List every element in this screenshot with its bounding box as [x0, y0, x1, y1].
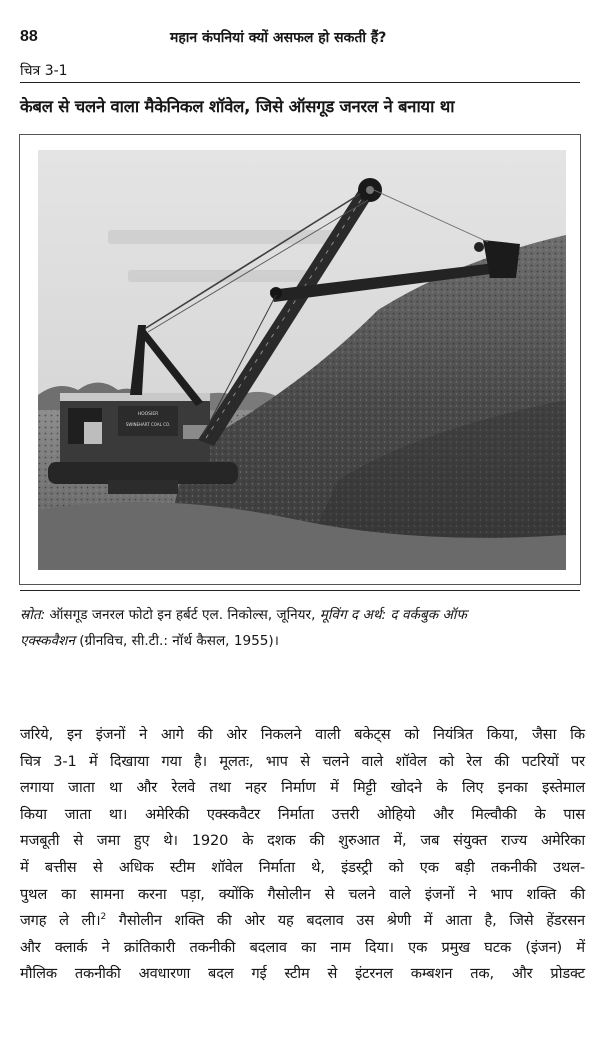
source-prefix: स्रोत: — [20, 607, 46, 623]
figure-title: केबल से चलने वाला मैकेनिकल शॉवेल, जिसे ऑसगूड जनरल ने बनाया था — [20, 97, 455, 116]
figure-photo-frame — [19, 134, 581, 585]
page-number: 88 — [20, 28, 38, 45]
machine-label-top: HOOSIER — [137, 412, 159, 417]
body-line-8-end: गैसोलीन शक्ति की ओर यह बदलाव उस श्रेणी में आता है, जिसे हेंडरसन — [106, 912, 585, 930]
body-line-2: चित्र 3-1 में दिखाया गया है। मूलतः, भाप से चलने वाले शॉवेल को रेल की पटरियों पर — [20, 752, 585, 770]
body-line-7: पुथल का सामना करना पड़ा, क्योंकि गैसोलीन से चलने वाले इंजनों ने भाप शक्ति की — [20, 885, 585, 903]
body-line-10: मौलिक तकनीकी अवधारणा बदल गई स्टीम से इंटरनल कम्बशन तक, और प्रोडक्ट — [20, 965, 585, 983]
body-line-4: किया जाता था। अमेरिकी एक्स्कवैटर निर्माता उत्तरी ओहियो और मिल्वौकी के पास — [20, 805, 585, 823]
body-line-8-start: जगह ले ली। — [20, 912, 101, 930]
page-header — [20, 28, 580, 52]
body-paragraph — [20, 722, 585, 988]
bottom-divider — [20, 590, 580, 591]
body-line-5: मजबूती से जमा हुए थे। 1920 के दशक की शुरुआत में, जब संयुक्त राज्य अमेरिका — [20, 832, 585, 850]
body-line-9: और क्लार्क ने क्रांतिकारी तकनीकी बदलाव का नाम दिया। एक प्रमुख घटक (इंजन) में — [20, 938, 585, 956]
body-line-8 — [20, 908, 585, 935]
figure-label: चित्र 3-1 — [20, 63, 68, 79]
source-book-title-cont: एक्स्कवैशन — [20, 633, 75, 649]
body-line-1: जरिये, इन इंजनों ने आगे की ओर निकलने वाली बकेट्स को नियंत्रित किया, जैसा कि — [20, 726, 585, 743]
steam-shovel-photo — [38, 150, 566, 570]
source-book-title: मूविंग द अर्थ: द वर्कबुक ऑफ — [319, 607, 467, 623]
footnote-ref: 2 — [100, 912, 107, 923]
machine-label-company: SWINEHART COAL CO. — [125, 422, 171, 427]
figure-source — [20, 602, 582, 654]
body-line-3: लगाया जाता था और रेलवे तथा नहर निर्माण में मिट्टी खोदने के लिए इनका इस्तेमाल — [20, 779, 585, 797]
body-line-6: में बत्तीस से अधिक स्टीम शॉवेल निर्माता थे, इंडस्ट्री को एक बड़ी तकनीकी उथल- — [20, 858, 585, 876]
top-divider — [20, 82, 580, 83]
running-title: महान कंपनियां क्यों असफल हो सकती हैं? — [170, 30, 387, 46]
source-publication: (ग्रीनविच, सी.टी.: नॉर्थ कैसल, 1955)। — [74, 633, 279, 649]
source-text-part1: ऑसगूड जनरल फोटो इन हर्बर्ट एल. निकोल्स, जूनियर, — [45, 607, 320, 623]
